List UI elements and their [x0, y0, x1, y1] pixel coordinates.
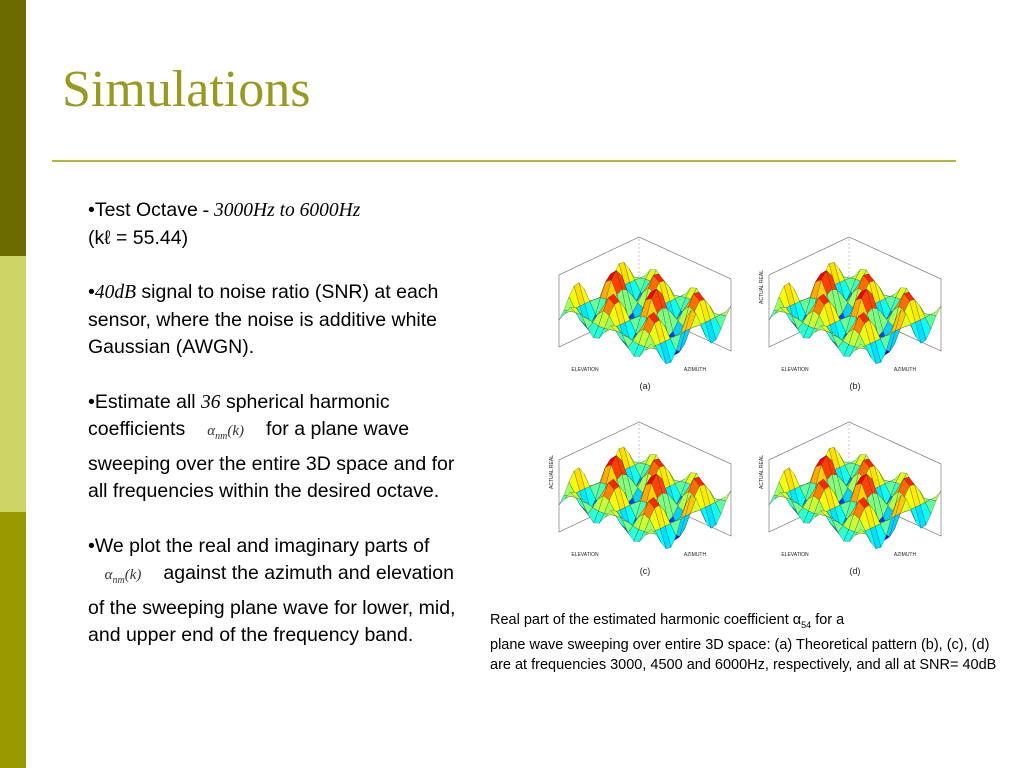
bullet-test-octave [88, 197, 460, 252]
estimate-mid: spherical harmonic coefficients [88, 390, 390, 440]
y-axis-label: AZIMUTH [893, 367, 917, 373]
panel-label: (d) [849, 566, 861, 576]
sidebar-accent [0, 0, 26, 768]
snr-value: 40dB [94, 282, 136, 303]
alpha-nm-formula [88, 562, 158, 595]
surface-patch [930, 306, 941, 316]
alpha-symbol: α [104, 567, 113, 583]
alpha-arg: (k) [227, 423, 244, 439]
kl-value: (kℓ = 55.44) [88, 226, 189, 249]
plot-post2: and upper end of the frequency band. [88, 624, 414, 646]
title-divider [52, 160, 956, 162]
surface-plot-figure [545, 225, 945, 585]
surface-panel-d [755, 410, 955, 590]
snr-text: signal to noise ratio (SNR) at each sensor, where the noise is additive white Gaussian (AWGN). [88, 281, 439, 358]
alpha-nm-formula [191, 418, 261, 451]
alpha-arg: (k) [124, 567, 142, 583]
octave-range: - 3000Hz to 6000Hz [197, 200, 361, 221]
bullet-mark: • [88, 390, 95, 413]
estimate-pre: Estimate all [94, 390, 202, 413]
alpha-subscript: nm [112, 575, 125, 586]
x-axis-label: ELEVATION [571, 367, 599, 373]
sidebar-segment-mid [0, 512, 26, 768]
bullet-mark: • [88, 534, 95, 557]
sidebar-segment-light [0, 256, 26, 512]
bullet-list [88, 197, 460, 677]
bullet-plot [88, 533, 460, 650]
sidebar-segment-dark [0, 0, 26, 256]
panel-label: (c) [639, 566, 651, 576]
estimate-post: for a plane wave sweeping over the entire 3D space and for all frequencies within the desired octave. [88, 418, 455, 502]
bullet-mark: • [88, 281, 95, 303]
bullet-mark: • [88, 199, 95, 221]
panel-label: (b) [849, 381, 861, 391]
surface-patch [720, 306, 731, 316]
plot-post: against the azimuth and elevation of the sweeping plane wave for lower, mid, [88, 562, 456, 619]
caption-line1-post: for a [811, 612, 845, 628]
coefficient-count: 36 [201, 391, 221, 413]
surface-panel-a [545, 225, 745, 405]
surface-patch [930, 491, 941, 501]
caption-subscript: 54 [801, 619, 812, 630]
plot-pre: We plot the real and imaginary parts of [94, 534, 430, 557]
caption-line1: Real part of the estimated harmonic coefficient α [490, 612, 802, 628]
y-axis-label: AZIMUTH [683, 552, 707, 558]
z-axis-label: ACTUAL REAL [759, 270, 765, 304]
figure-caption [490, 610, 1000, 675]
slide-title: Simulations [62, 61, 311, 118]
bullet-estimate [88, 389, 460, 506]
surface-patch [720, 491, 731, 501]
y-axis-label: AZIMUTH [683, 367, 707, 373]
surface-panel-c [545, 410, 745, 590]
x-axis-label: ELEVATION [781, 367, 809, 373]
alpha-subscript: nm [215, 431, 228, 442]
x-axis-label: ELEVATION [571, 552, 599, 558]
test-octave-label: Test Octave [94, 199, 198, 221]
caption-rest: plane wave sweeping over entire 3D space: (a) Theoretical pattern (b), (c), (d) are at frequencies 3000, 4500 and 6000Hz, respectively, and all at SNR= 40dB [490, 636, 997, 673]
y-axis-label: AZIMUTH [893, 552, 917, 558]
z-axis-label: ACTUAL REAL [549, 455, 555, 489]
bullet-snr [88, 279, 460, 362]
panel-label: (a) [639, 381, 651, 391]
alpha-symbol: α [207, 423, 216, 439]
z-axis-label: ACTUAL REAL [759, 455, 765, 489]
x-axis-label: ELEVATION [781, 552, 809, 558]
surface-panel-b [755, 225, 955, 405]
